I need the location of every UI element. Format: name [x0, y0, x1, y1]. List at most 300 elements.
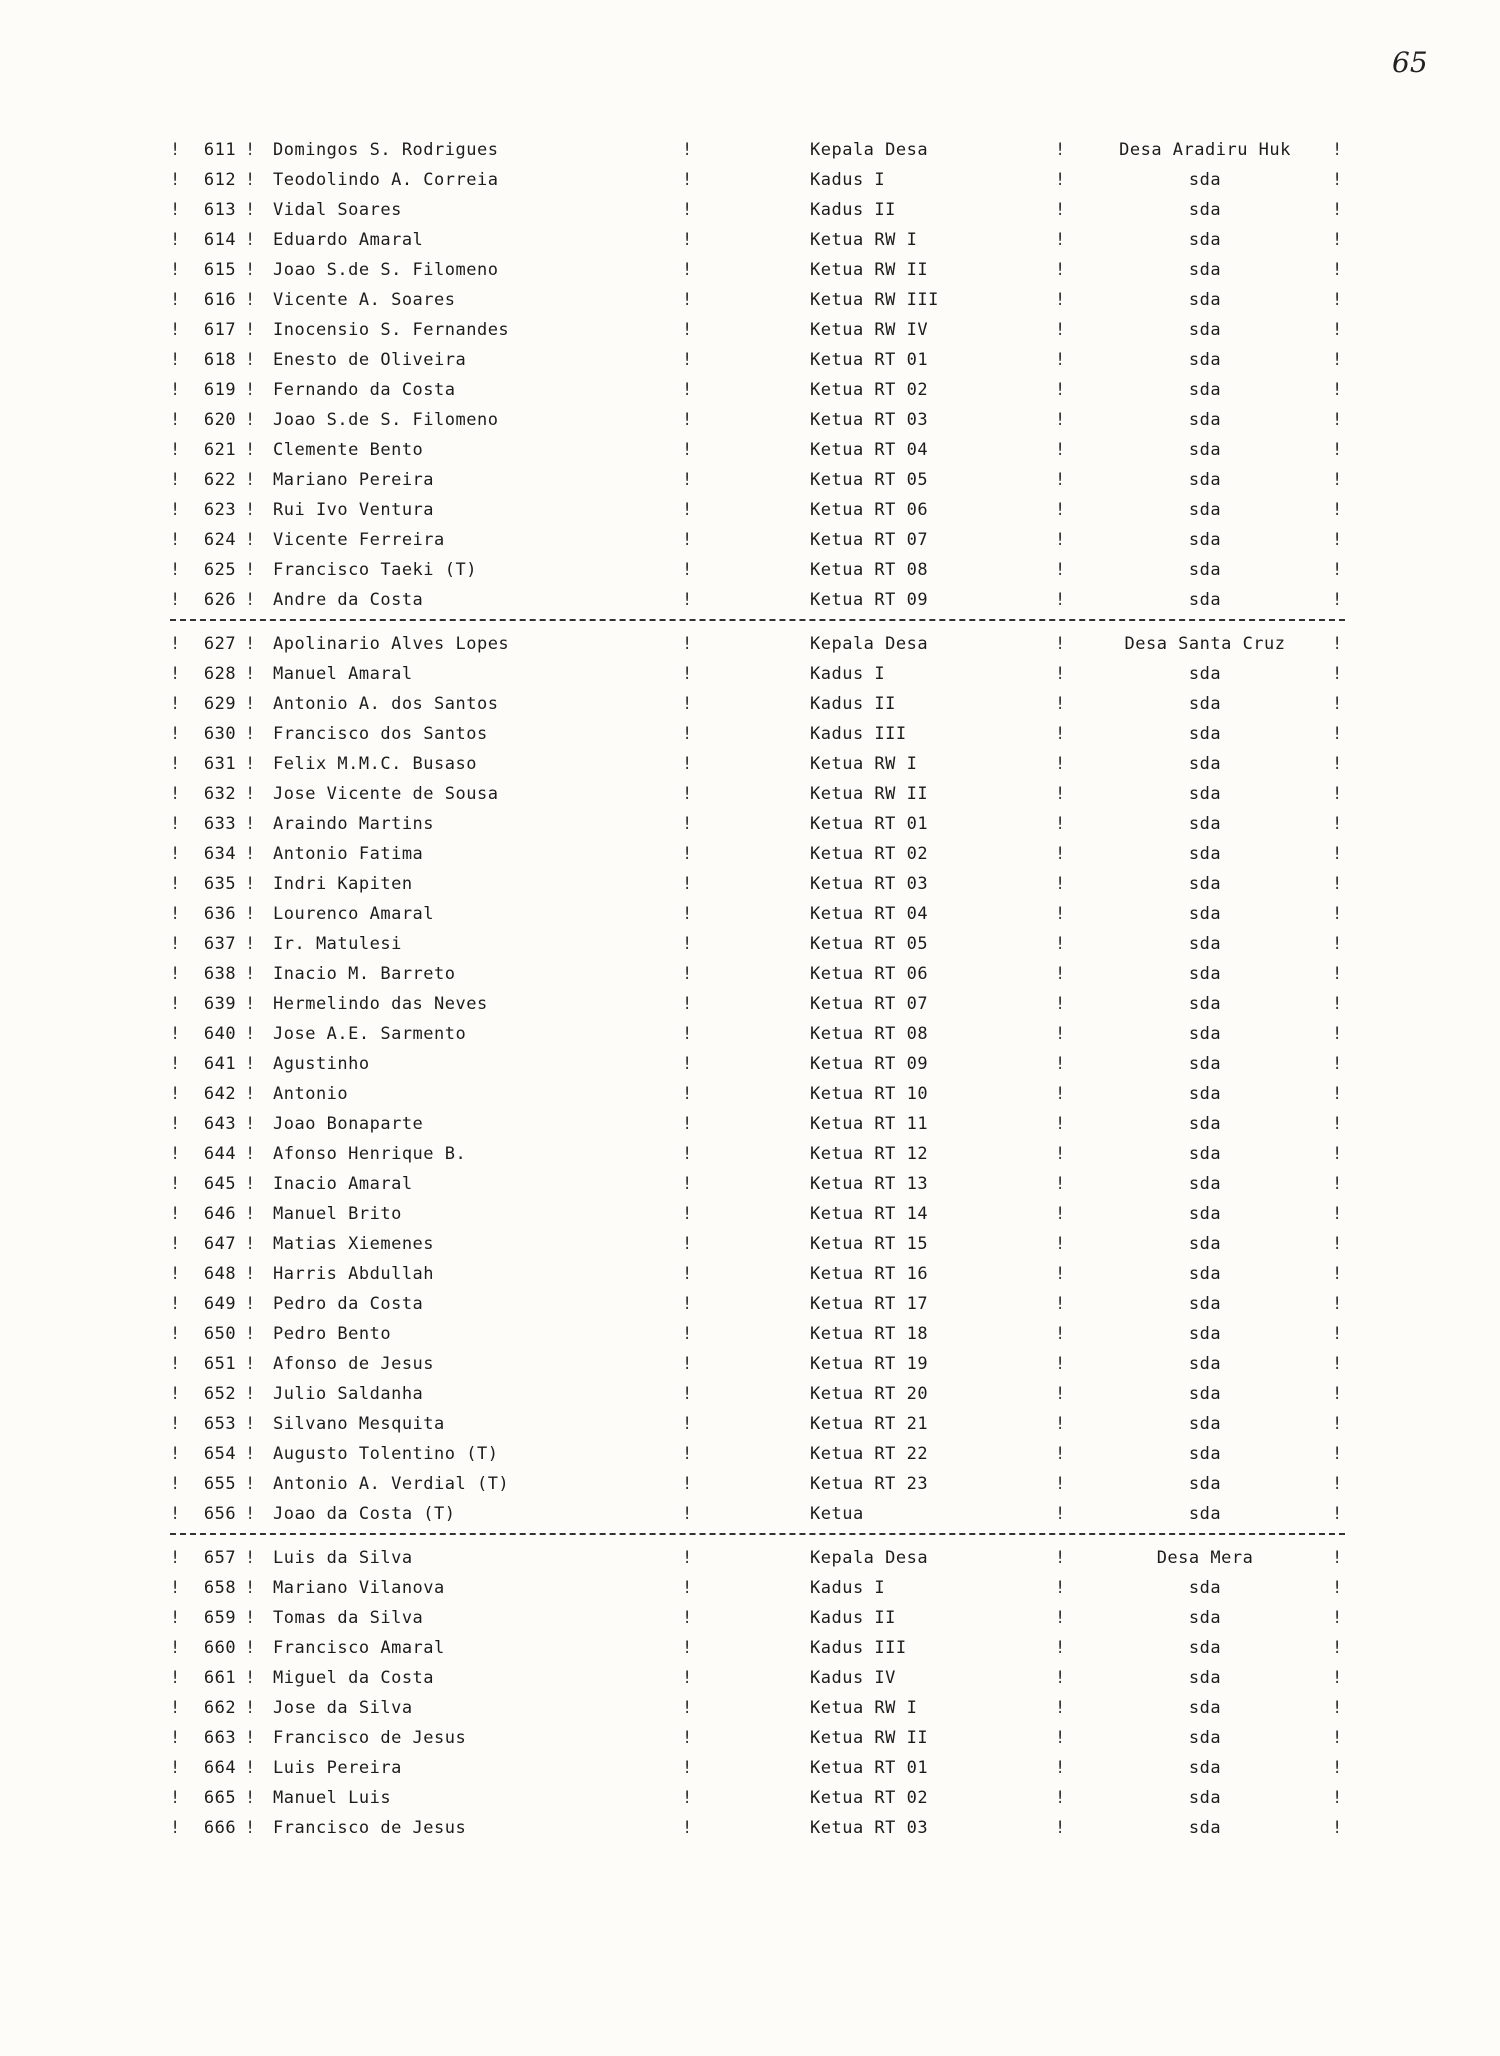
person-name: Joao S.de S. Filomeno	[273, 260, 499, 280]
row-number: 624	[203, 530, 237, 550]
person-name: Manuel Brito	[273, 1204, 402, 1224]
person-name: Andre da Costa	[273, 590, 424, 610]
column-separator: !	[682, 1444, 693, 1464]
village-name: sda	[1188, 814, 1222, 834]
column-separator: !	[245, 1474, 256, 1494]
column-separator: !	[1332, 590, 1343, 610]
column-separator: !	[1332, 140, 1343, 160]
person-name: Jose Vicente de Sousa	[273, 784, 499, 804]
position-title: Ketua RW II	[810, 784, 929, 804]
column-separator: !	[1055, 1638, 1066, 1658]
column-separator: !	[245, 350, 256, 370]
position-title: Ketua RT 02	[810, 844, 929, 864]
column-separator: !	[245, 440, 256, 460]
row-number: 629	[203, 694, 237, 714]
column-separator: !	[1332, 1084, 1343, 1104]
row-number: 641	[203, 1054, 237, 1074]
row-number: 632	[203, 784, 237, 804]
column-separator: !	[1055, 260, 1066, 280]
column-separator: !	[170, 1608, 181, 1628]
row-number: 636	[203, 904, 237, 924]
position-title: Ketua RT 02	[810, 1788, 929, 1808]
column-separator: !	[245, 290, 256, 310]
person-name: Pedro da Costa	[273, 1294, 424, 1314]
person-name: Tomas da Silva	[273, 1608, 424, 1628]
village-name: sda	[1188, 590, 1222, 610]
table-row	[170, 1139, 1345, 1169]
row-number: 647	[203, 1234, 237, 1254]
position-title: Ketua RT 04	[810, 904, 929, 924]
column-separator: !	[1332, 1204, 1343, 1224]
column-separator: !	[682, 1084, 693, 1104]
column-separator: !	[170, 140, 181, 160]
person-name: Fernando da Costa	[273, 380, 456, 400]
column-separator: !	[1055, 1054, 1066, 1074]
position-title: Kadus I	[810, 170, 886, 190]
position-title: Ketua RT 03	[810, 410, 929, 430]
position-title: Kadus I	[810, 664, 886, 684]
column-separator: !	[682, 1638, 693, 1658]
column-separator: !	[170, 1578, 181, 1598]
column-separator: !	[1332, 724, 1343, 744]
table-row	[170, 1199, 1345, 1229]
column-separator: !	[245, 904, 256, 924]
village-name: sda	[1188, 440, 1222, 460]
column-separator: !	[170, 1234, 181, 1254]
column-separator: !	[1332, 814, 1343, 834]
table-row	[170, 659, 1345, 689]
column-separator: !	[1332, 200, 1343, 220]
column-separator: !	[1055, 1204, 1066, 1224]
person-name: Antonio A. dos Santos	[273, 694, 499, 714]
row-number: 630	[203, 724, 237, 744]
column-separator: !	[682, 1354, 693, 1374]
column-separator: !	[170, 1204, 181, 1224]
column-separator: !	[1055, 964, 1066, 984]
person-name: Francisco dos Santos	[273, 724, 488, 744]
column-separator: !	[245, 200, 256, 220]
village-name: sda	[1188, 784, 1222, 804]
column-separator: !	[1332, 1788, 1343, 1808]
table-row	[170, 405, 1345, 435]
row-number: 666	[203, 1818, 237, 1838]
column-separator: !	[682, 260, 693, 280]
position-title: Ketua RT 05	[810, 470, 929, 490]
person-name: Agustinho	[273, 1054, 370, 1074]
column-separator: !	[170, 694, 181, 714]
row-number: 640	[203, 1024, 237, 1044]
village-name: sda	[1188, 1264, 1222, 1284]
position-title: Ketua RT 07	[810, 530, 929, 550]
table-row	[170, 869, 1345, 899]
column-separator: !	[1055, 874, 1066, 894]
column-separator: !	[245, 1084, 256, 1104]
column-separator: !	[1055, 934, 1066, 954]
table-row	[170, 809, 1345, 839]
column-separator: !	[170, 1728, 181, 1748]
column-separator: !	[682, 1054, 693, 1074]
person-name: Teodolindo A. Correia	[273, 170, 499, 190]
column-separator: !	[682, 410, 693, 430]
person-name: Julio Saldanha	[273, 1384, 424, 1404]
table-row	[170, 195, 1345, 225]
position-title: Ketua RT 12	[810, 1144, 929, 1164]
column-separator: !	[170, 904, 181, 924]
column-separator: !	[682, 1474, 693, 1494]
row-number: 665	[203, 1788, 237, 1808]
person-name: Antonio	[273, 1084, 349, 1104]
position-title: Ketua RW I	[810, 1698, 918, 1718]
column-separator: !	[245, 1054, 256, 1074]
column-separator: !	[682, 350, 693, 370]
position-title: Ketua RT 11	[810, 1114, 929, 1134]
column-separator: !	[245, 1384, 256, 1404]
column-separator: !	[1332, 634, 1343, 654]
column-separator: !	[682, 1758, 693, 1778]
column-separator: !	[1332, 664, 1343, 684]
position-title: Ketua RW II	[810, 1728, 929, 1748]
table-row	[170, 1783, 1345, 1813]
person-name: Joao S.de S. Filomeno	[273, 410, 499, 430]
table-row	[170, 585, 1345, 615]
table-row	[170, 989, 1345, 1019]
position-title: Ketua RT 08	[810, 1024, 929, 1044]
person-name: Jose da Silva	[273, 1698, 413, 1718]
table-row	[170, 1169, 1345, 1199]
person-name: Inacio Amaral	[273, 1174, 413, 1194]
table-row	[170, 315, 1345, 345]
column-separator: !	[170, 320, 181, 340]
column-separator: !	[245, 470, 256, 490]
person-name: Manuel Luis	[273, 1788, 392, 1808]
position-title: Ketua RT 23	[810, 1474, 929, 1494]
column-separator: !	[682, 140, 693, 160]
column-separator: !	[245, 814, 256, 834]
table-row	[170, 375, 1345, 405]
column-separator: !	[1332, 874, 1343, 894]
row-number: 648	[203, 1264, 237, 1284]
column-separator: !	[245, 410, 256, 430]
person-name: Silvano Mesquita	[273, 1414, 445, 1434]
column-separator: !	[170, 1384, 181, 1404]
column-separator: !	[682, 560, 693, 580]
person-name: Francisco de Jesus	[273, 1728, 467, 1748]
column-separator: !	[1055, 634, 1066, 654]
column-separator: !	[1332, 1638, 1343, 1658]
column-separator: !	[1332, 784, 1343, 804]
table-section	[170, 629, 1345, 1529]
village-name: sda	[1188, 1414, 1222, 1434]
village-name: sda	[1188, 754, 1222, 774]
position-title: Ketua RT 03	[810, 874, 929, 894]
position-title: Kadus II	[810, 200, 896, 220]
table-row	[170, 1663, 1345, 1693]
row-number: 659	[203, 1608, 237, 1628]
column-separator: !	[682, 590, 693, 610]
person-name: Vicente A. Soares	[273, 290, 456, 310]
person-name: Hermelindo das Neves	[273, 994, 488, 1014]
column-separator: !	[1055, 994, 1066, 1014]
village-name: Desa Santa Cruz	[1124, 634, 1286, 654]
column-separator: !	[170, 230, 181, 250]
column-separator: !	[245, 1668, 256, 1688]
column-separator: !	[245, 590, 256, 610]
position-title: Ketua RT 07	[810, 994, 929, 1014]
column-separator: !	[682, 1504, 693, 1524]
column-separator: !	[170, 1474, 181, 1494]
position-title: Ketua RT 06	[810, 500, 929, 520]
table-row	[170, 1379, 1345, 1409]
column-separator: !	[1332, 410, 1343, 430]
column-separator: !	[245, 1758, 256, 1778]
village-name: sda	[1188, 1444, 1222, 1464]
column-separator: !	[245, 1608, 256, 1628]
column-separator: !	[245, 1818, 256, 1838]
column-separator: !	[170, 934, 181, 954]
column-separator: !	[170, 1324, 181, 1344]
column-separator: !	[682, 230, 693, 250]
position-title: Ketua RT 16	[810, 1264, 929, 1284]
village-name: sda	[1188, 1024, 1222, 1044]
column-separator: !	[170, 1414, 181, 1434]
position-title: Ketua RT 14	[810, 1204, 929, 1224]
table-row	[170, 1753, 1345, 1783]
position-title: Ketua RT 18	[810, 1324, 929, 1344]
position-title: Ketua RT 01	[810, 1758, 929, 1778]
column-separator: !	[682, 934, 693, 954]
column-separator: !	[170, 560, 181, 580]
column-separator: !	[1332, 1818, 1343, 1838]
column-separator: !	[1055, 410, 1066, 430]
table-row	[170, 1693, 1345, 1723]
person-name: Augusto Tolentino (T)	[273, 1444, 499, 1464]
column-separator: !	[682, 1788, 693, 1808]
column-separator: !	[170, 634, 181, 654]
column-separator: !	[1332, 1174, 1343, 1194]
position-title: Ketua RT 03	[810, 1818, 929, 1838]
column-separator: !	[245, 140, 256, 160]
position-title: Ketua RT 19	[810, 1354, 929, 1374]
column-separator: !	[1332, 560, 1343, 580]
column-separator: !	[245, 1504, 256, 1524]
column-separator: !	[682, 1818, 693, 1838]
row-number: 613	[203, 200, 237, 220]
column-separator: !	[1055, 500, 1066, 520]
column-separator: !	[1332, 1144, 1343, 1164]
column-separator: !	[170, 814, 181, 834]
column-separator: !	[1055, 200, 1066, 220]
village-name: Desa Mera	[1156, 1548, 1254, 1568]
position-title: Kepala Desa	[810, 1548, 929, 1568]
position-title: Ketua RT 09	[810, 1054, 929, 1074]
column-separator: !	[1332, 694, 1343, 714]
village-name: sda	[1188, 1144, 1222, 1164]
column-separator: !	[1055, 530, 1066, 550]
person-name: Ir. Matulesi	[273, 934, 402, 954]
table-row	[170, 929, 1345, 959]
column-separator: !	[245, 1788, 256, 1808]
village-name: sda	[1188, 934, 1222, 954]
person-name: Jose A.E. Sarmento	[273, 1024, 467, 1044]
column-separator: !	[682, 440, 693, 460]
column-separator: !	[245, 320, 256, 340]
column-separator: !	[245, 1444, 256, 1464]
village-name: sda	[1188, 1114, 1222, 1134]
column-separator: !	[682, 634, 693, 654]
person-name: Rui Ivo Ventura	[273, 500, 435, 520]
column-separator: !	[682, 1698, 693, 1718]
table-row	[170, 629, 1345, 659]
column-separator: !	[1332, 380, 1343, 400]
row-number: 649	[203, 1294, 237, 1314]
table-row	[170, 899, 1345, 929]
village-name: sda	[1188, 1638, 1222, 1658]
village-name: sda	[1188, 724, 1222, 744]
column-separator: !	[170, 994, 181, 1014]
table-row	[170, 1723, 1345, 1753]
column-separator: !	[1055, 1234, 1066, 1254]
column-separator: !	[1332, 1474, 1343, 1494]
column-separator: !	[170, 1698, 181, 1718]
person-name: Luis da Silva	[273, 1548, 413, 1568]
table-row	[170, 555, 1345, 585]
table-row	[170, 689, 1345, 719]
column-separator: !	[1055, 1084, 1066, 1104]
village-name: sda	[1188, 560, 1222, 580]
row-number: 655	[203, 1474, 237, 1494]
person-name: Apolinario Alves Lopes	[273, 634, 510, 654]
column-separator: !	[245, 260, 256, 280]
position-title: Ketua RT 15	[810, 1234, 929, 1254]
column-separator: !	[682, 530, 693, 550]
table-section	[170, 135, 1345, 615]
column-separator: !	[1332, 1578, 1343, 1598]
column-separator: !	[682, 874, 693, 894]
person-name: Inocensio S. Fernandes	[273, 320, 510, 340]
village-name: sda	[1188, 1294, 1222, 1314]
person-name: Francisco de Jesus	[273, 1818, 467, 1838]
row-number: 634	[203, 844, 237, 864]
column-separator: !	[1332, 470, 1343, 490]
village-name: sda	[1188, 530, 1222, 550]
table-row	[170, 959, 1345, 989]
row-number: 644	[203, 1144, 237, 1164]
row-number: 658	[203, 1578, 237, 1598]
column-separator: !	[682, 694, 693, 714]
column-separator: !	[1055, 380, 1066, 400]
column-separator: !	[245, 664, 256, 684]
person-name: Afonso de Jesus	[273, 1354, 435, 1374]
column-separator: !	[245, 1204, 256, 1224]
row-number: 650	[203, 1324, 237, 1344]
column-separator: !	[682, 290, 693, 310]
person-name: Inacio M. Barreto	[273, 964, 456, 984]
row-number: 616	[203, 290, 237, 310]
village-name: sda	[1188, 260, 1222, 280]
table-row	[170, 135, 1345, 165]
table-row	[170, 1079, 1345, 1109]
table-row	[170, 435, 1345, 465]
person-name: Antonio A. Verdial (T)	[273, 1474, 510, 1494]
village-name: sda	[1188, 1354, 1222, 1374]
table-row	[170, 1813, 1345, 1843]
row-number: 656	[203, 1504, 237, 1524]
row-number: 646	[203, 1204, 237, 1224]
column-separator: !	[1332, 844, 1343, 864]
column-separator: !	[245, 934, 256, 954]
column-separator: !	[1055, 1818, 1066, 1838]
column-separator: !	[170, 500, 181, 520]
village-name: sda	[1188, 230, 1222, 250]
column-separator: !	[1332, 1054, 1343, 1074]
column-separator: !	[170, 260, 181, 280]
column-separator: !	[1055, 1114, 1066, 1134]
column-separator: !	[245, 1414, 256, 1434]
village-name: sda	[1188, 994, 1222, 1014]
column-separator: !	[170, 1818, 181, 1838]
column-separator: !	[170, 1114, 181, 1134]
village-name: sda	[1188, 1608, 1222, 1628]
row-number: 618	[203, 350, 237, 370]
column-separator: !	[170, 1788, 181, 1808]
column-separator: !	[1055, 590, 1066, 610]
column-separator: !	[1055, 1144, 1066, 1164]
table-row	[170, 719, 1345, 749]
row-number: 638	[203, 964, 237, 984]
table-row	[170, 1049, 1345, 1079]
table-row	[170, 1019, 1345, 1049]
person-name: Matias Xiemenes	[273, 1234, 435, 1254]
column-separator: !	[1332, 1608, 1343, 1628]
row-number: 635	[203, 874, 237, 894]
column-separator: !	[1055, 1758, 1066, 1778]
position-title: Kepala Desa	[810, 634, 929, 654]
column-separator: !	[1332, 440, 1343, 460]
column-separator: !	[170, 200, 181, 220]
column-separator: !	[1332, 994, 1343, 1014]
column-separator: !	[1055, 350, 1066, 370]
column-separator: !	[245, 1324, 256, 1344]
row-number: 660	[203, 1638, 237, 1658]
position-title: Ketua RT 05	[810, 934, 929, 954]
column-separator: !	[682, 200, 693, 220]
position-title: Ketua RW III	[810, 290, 939, 310]
column-separator: !	[1055, 290, 1066, 310]
column-separator: !	[245, 1174, 256, 1194]
column-separator: !	[1055, 1608, 1066, 1628]
column-separator: !	[1332, 754, 1343, 774]
village-name: sda	[1188, 844, 1222, 864]
person-name: Pedro Bento	[273, 1324, 392, 1344]
column-separator: !	[245, 964, 256, 984]
row-number: 654	[203, 1444, 237, 1464]
column-separator: !	[245, 1548, 256, 1568]
person-name: Miguel da Costa	[273, 1668, 435, 1688]
table-row	[170, 345, 1345, 375]
column-separator: !	[245, 1578, 256, 1598]
table-row	[170, 285, 1345, 315]
position-title: Kadus III	[810, 1638, 907, 1658]
column-separator: !	[1055, 1548, 1066, 1568]
position-title: Ketua RT 09	[810, 590, 929, 610]
position-title: Kepala Desa	[810, 140, 929, 160]
position-title: Ketua RT 10	[810, 1084, 929, 1104]
column-separator: !	[1055, 724, 1066, 744]
table-row	[170, 255, 1345, 285]
column-separator: !	[170, 1638, 181, 1658]
person-name: Francisco Taeki (T)	[273, 560, 477, 580]
column-separator: !	[1332, 1114, 1343, 1134]
